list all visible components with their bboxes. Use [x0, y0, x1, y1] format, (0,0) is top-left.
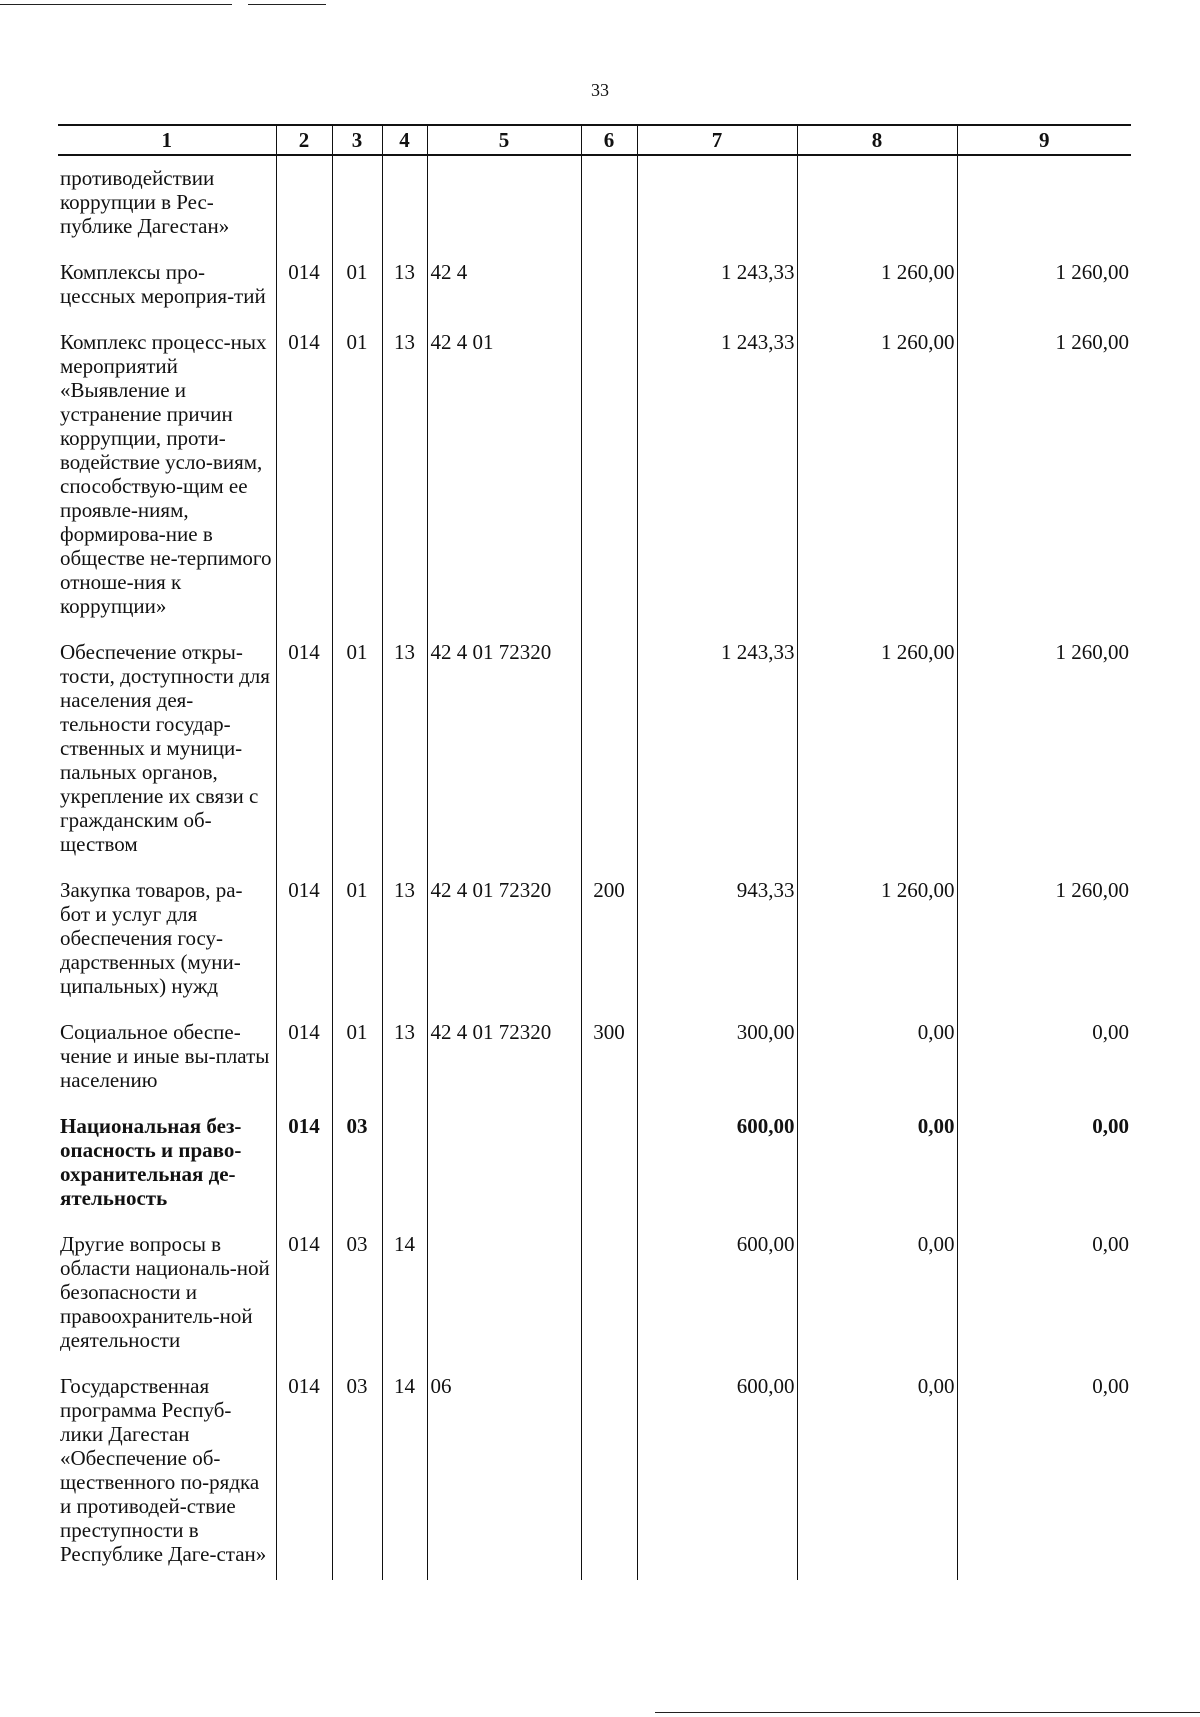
row-code-target: 06 [427, 1366, 581, 1580]
row-code-ministry: 014 [276, 632, 332, 870]
row-code-ministry: 014 [276, 1012, 332, 1106]
row-code-section [332, 155, 382, 252]
scan-edge-line-top-mid [248, 4, 326, 5]
row-code-target [427, 155, 581, 252]
row-amount-year-2 [797, 155, 957, 252]
header-col-4: 4 [382, 125, 427, 155]
row-amount-year-2: 1 260,00 [797, 632, 957, 870]
row-amount-year-2: 1 260,00 [797, 252, 957, 322]
row-amount-year-1: 600,00 [637, 1224, 797, 1366]
row-name: Социальное обеспе-чение и иные вы-платы населению [58, 1012, 276, 1106]
scan-edge-line-top-left [0, 4, 232, 5]
table-row [58, 252, 1131, 322]
row-code-expense-type [581, 252, 637, 322]
header-row [58, 125, 1131, 155]
row-amount-year-3: 0,00 [957, 1012, 1131, 1106]
row-name: Комплексы про-цессных мероприя-тий [58, 252, 276, 322]
header-col-1: 1 [58, 125, 276, 155]
row-name: Национальная без-опасность и право-охранительная де-ятельность [58, 1106, 276, 1224]
row-amount-year-2: 0,00 [797, 1106, 957, 1224]
header-col-3: 3 [332, 125, 382, 155]
row-code-subsection [382, 155, 427, 252]
row-code-section: 01 [332, 322, 382, 632]
header-col-6: 6 [581, 125, 637, 155]
row-amount-year-2: 1 260,00 [797, 870, 957, 1012]
row-amount-year-1: 300,00 [637, 1012, 797, 1106]
row-amount-year-2: 0,00 [797, 1012, 957, 1106]
row-name: противодействии коррупции в Рес-публике Дагестан» [58, 155, 276, 252]
row-code-expense-type [581, 1366, 637, 1580]
budget-table [58, 124, 1131, 1580]
row-code-section: 03 [332, 1224, 382, 1366]
row-amount-year-3: 0,00 [957, 1366, 1131, 1580]
table-row [58, 1366, 1131, 1580]
row-code-section: 01 [332, 252, 382, 322]
row-amount-year-1 [637, 155, 797, 252]
row-code-ministry: 014 [276, 1366, 332, 1580]
row-code-section: 01 [332, 870, 382, 1012]
row-code-subsection [382, 1106, 427, 1224]
row-code-subsection: 13 [382, 322, 427, 632]
row-name: Закупка товаров, ра-бот и услуг для обеспечения госу-дарственных (муни-ципальных) нужд [58, 870, 276, 1012]
table-row [58, 870, 1131, 1012]
row-code-ministry: 014 [276, 1106, 332, 1224]
row-code-ministry: 014 [276, 252, 332, 322]
table-row [58, 632, 1131, 870]
row-code-target: 42 4 01 72320 [427, 1012, 581, 1106]
row-code-section: 03 [332, 1106, 382, 1224]
table-row [58, 1224, 1131, 1366]
table-row [58, 155, 1131, 252]
row-code-subsection: 13 [382, 1012, 427, 1106]
row-code-subsection: 13 [382, 252, 427, 322]
row-code-ministry: 014 [276, 322, 332, 632]
row-name: Обеспечение откры-тости, доступности для населения дея-тельности государ-ственных и муници-пальных органов, укрепление их связи с гражданским об-ществом [58, 632, 276, 870]
row-code-subsection: 13 [382, 870, 427, 1012]
row-code-expense-type [581, 155, 637, 252]
header-col-8: 8 [797, 125, 957, 155]
row-code-target [427, 1224, 581, 1366]
row-amount-year-2: 1 260,00 [797, 322, 957, 632]
row-code-expense-type: 300 [581, 1012, 637, 1106]
row-amount-year-1: 600,00 [637, 1366, 797, 1580]
row-code-expense-type: 200 [581, 870, 637, 1012]
header-col-5: 5 [427, 125, 581, 155]
row-amount-year-1: 1 243,33 [637, 252, 797, 322]
row-amount-year-1: 1 243,33 [637, 322, 797, 632]
row-amount-year-3 [957, 155, 1131, 252]
row-amount-year-1: 943,33 [637, 870, 797, 1012]
table-row [58, 322, 1131, 632]
row-code-section: 01 [332, 632, 382, 870]
header-col-7: 7 [637, 125, 797, 155]
page-number: 33 [591, 80, 609, 100]
row-code-target: 42 4 [427, 252, 581, 322]
row-code-ministry: 014 [276, 870, 332, 1012]
row-name: Другие вопросы в области националь-ной безопасности и правоохранитель-ной деятельности [58, 1224, 276, 1366]
row-code-target: 42 4 01 72320 [427, 632, 581, 870]
row-code-expense-type [581, 1106, 637, 1224]
table-row [58, 1012, 1131, 1106]
row-amount-year-2: 0,00 [797, 1224, 957, 1366]
row-code-expense-type [581, 322, 637, 632]
row-code-subsection: 14 [382, 1224, 427, 1366]
row-amount-year-3: 1 260,00 [957, 252, 1131, 322]
row-amount-year-3: 0,00 [957, 1224, 1131, 1366]
row-amount-year-3: 1 260,00 [957, 632, 1131, 870]
row-code-target [427, 1106, 581, 1224]
row-amount-year-3: 1 260,00 [957, 322, 1131, 632]
row-code-ministry [276, 155, 332, 252]
scan-edge-line-bottom [655, 1712, 1200, 1713]
row-code-target: 42 4 01 [427, 322, 581, 632]
row-name: Комплекс процесс-ных мероприятий «Выявление и устранение причин коррупции, проти-водействие усло-виям, способствую-щим ее проявле-ниям, формирова-ние в обществе не-терпимого отноше-ния к коррупции» [58, 322, 276, 632]
row-code-target: 42 4 01 72320 [427, 870, 581, 1012]
row-code-section: 03 [332, 1366, 382, 1580]
table-row [58, 1106, 1131, 1224]
row-code-subsection: 14 [382, 1366, 427, 1580]
row-code-ministry: 014 [276, 1224, 332, 1366]
row-code-subsection: 13 [382, 632, 427, 870]
row-code-expense-type [581, 1224, 637, 1366]
row-name: Государственная программа Респуб-лики Дагестан «Обеспечение об-щественного по-рядка и противодей-ствие преступности в Республике Даге-стан» [58, 1366, 276, 1580]
header-col-9: 9 [957, 125, 1131, 155]
row-code-section: 01 [332, 1012, 382, 1106]
row-amount-year-2: 0,00 [797, 1366, 957, 1580]
header-col-2: 2 [276, 125, 332, 155]
row-amount-year-3: 0,00 [957, 1106, 1131, 1224]
row-amount-year-1: 600,00 [637, 1106, 797, 1224]
row-code-expense-type [581, 632, 637, 870]
row-amount-year-3: 1 260,00 [957, 870, 1131, 1012]
row-amount-year-1: 1 243,33 [637, 632, 797, 870]
